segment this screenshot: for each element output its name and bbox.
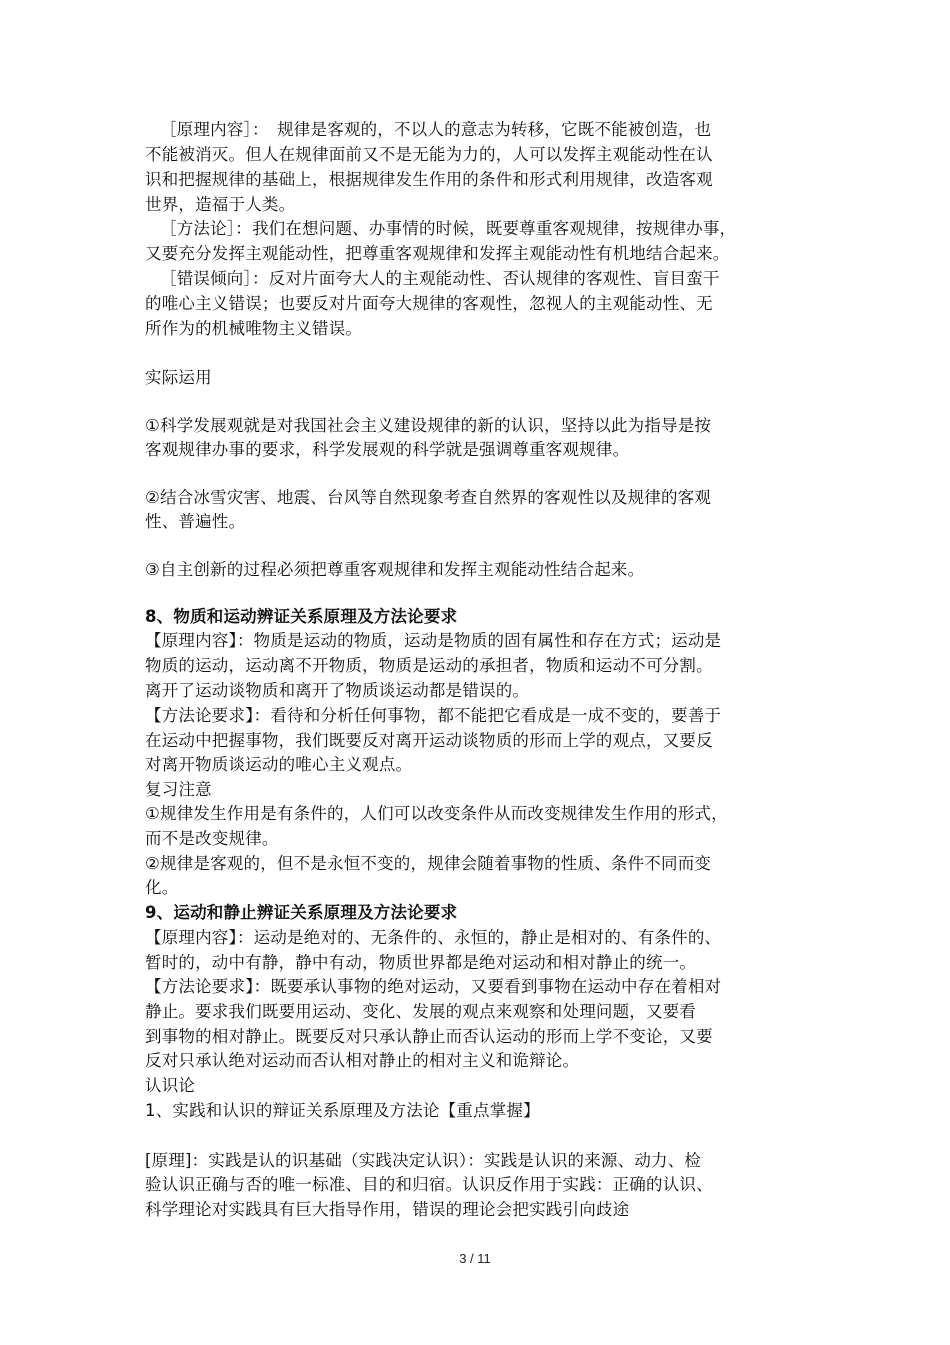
text-line: 性、普遍性。 — [145, 512, 246, 531]
section-heading: 实际运用 — [145, 368, 212, 387]
text-line: 【原理内容】：运动是绝对的、无条件的、永恒的，静止是相对的、有条件的、 — [145, 928, 722, 947]
text-line: ③自主创新的过程必须把尊重客观规律和发挥主观能动性结合起来。 — [145, 560, 645, 579]
text-line: ①规律发生作用是有条件的，人们可以改变条件从而改变规律发生作用的形式， — [145, 804, 728, 823]
text-line: ②结合冰雪灾害、地震、台风等自然现象考查自然界的客观性以及规律的客观 — [145, 488, 712, 507]
text-line: 验认识正确与否的唯一标准、目的和归宿。认识反作用于实践：正确的认识、 — [145, 1175, 713, 1194]
text-line: ［方法论］：我们在想问题、办事情的时候，既要尊重客观规律，按规律办事， — [160, 219, 737, 238]
text-line: 静止。要求我们既要用运动、变化、发展的观点来观察和处理问题，又要看 — [145, 1002, 697, 1021]
text-line: 科学理论对实践具有巨大指导作用，错误的理论会把实践引向歧途 — [145, 1200, 630, 1219]
text-line: 的唯心主义错误；也要反对片面夸大规律的客观性，忽视人的主观能动性、无 — [145, 294, 713, 313]
text-line: 离开了运动谈物质和离开了物质谈运动都是错误的。 — [145, 681, 530, 700]
text-line: 所作为的机械唯物主义错误。 — [145, 319, 363, 338]
section-heading: 8、物质和运动辨证关系原理及方法论要求 — [145, 607, 458, 626]
text-line: 不能被消灭。但人在规律面前又不是无能为力的，人可以发挥主观能动性在认 — [145, 145, 713, 164]
text-line: 1、实践和认识的辩证关系原理及方法论【重点掌握】 — [145, 1101, 540, 1120]
text-line: 化。 — [145, 878, 179, 897]
text-line: 又要充分发挥主观能动性，把尊重客观规律和发挥主观能动性有机地结合起来。 — [145, 244, 730, 263]
section-heading: 复习注意 — [145, 780, 212, 799]
text-line: 世界，造福于人类。 — [145, 195, 296, 214]
text-line: ②规律是客观的，但不是永恒不变的，规律会随着事物的性质、条件不同而变 — [145, 854, 712, 873]
text-line: ①科学发展观就是对我国社会主义建设规律的新的认识，坚持以此为指导是按 — [145, 416, 712, 435]
text-line: 到事物的相对静止。既要反对只承认静止而否认运动的形而上学不变论，又要 — [145, 1027, 713, 1046]
text-line: 【原理内容】：物质是运动的物质，运动是物质的固有属性和存在方式；运动是 — [145, 631, 722, 650]
text-line: 【方法论要求】：看待和分析任何事物，都不能把它看成是一成不变的，要善于 — [145, 706, 722, 725]
text-line: [原理]：实践是认的识基础（实践决定认识）：实践是认识的来源、动力、检 — [145, 1151, 702, 1170]
text-line: 暂时的，动中有静，静中有动，物质世界都是绝对运动和相对静止的统一。 — [145, 953, 697, 972]
section-heading: 9、运动和静止辨证关系原理及方法论要求 — [145, 903, 458, 922]
text-line: 在运动中把握事物，我们既要反对离开运动谈物质的形而上学的观点，又要反 — [145, 731, 713, 750]
text-line: 对离开物质谈运动的唯心主义观点。 — [145, 755, 413, 774]
text-line: 而不是改变规律。 — [145, 829, 279, 848]
text-line: ［错误倾向］：反对片面夸大人的主观能动性、否认规律的客观性、盲目蛮干 — [160, 269, 720, 288]
page-number: 3 / 11 — [459, 1251, 491, 1266]
text-line: 识和把握规律的基础上，根据规律发生作用的条件和形式利用规律，改造客观 — [145, 170, 713, 189]
section-heading: 认识论 — [145, 1076, 196, 1095]
text-line: 物质的运动，运动离不开物质，物质是运动的承担者，物质和运动不可分割。 — [145, 656, 713, 675]
text-line: ［原理内容］： 规律是客观的，不以人的意志为转移，它既不能被创造，也 — [160, 120, 712, 139]
text-line: 【方法论要求】：既要承认事物的绝对运动，又要看到事物在运动中存在着相对 — [145, 977, 722, 996]
text-line: 客观规律办事的要求，科学发展观的科学就是强调尊重客观规律。 — [145, 440, 630, 459]
text-line: 反对只承认绝对运动而否认相对静止的相对主义和诡辩论。 — [145, 1051, 580, 1070]
